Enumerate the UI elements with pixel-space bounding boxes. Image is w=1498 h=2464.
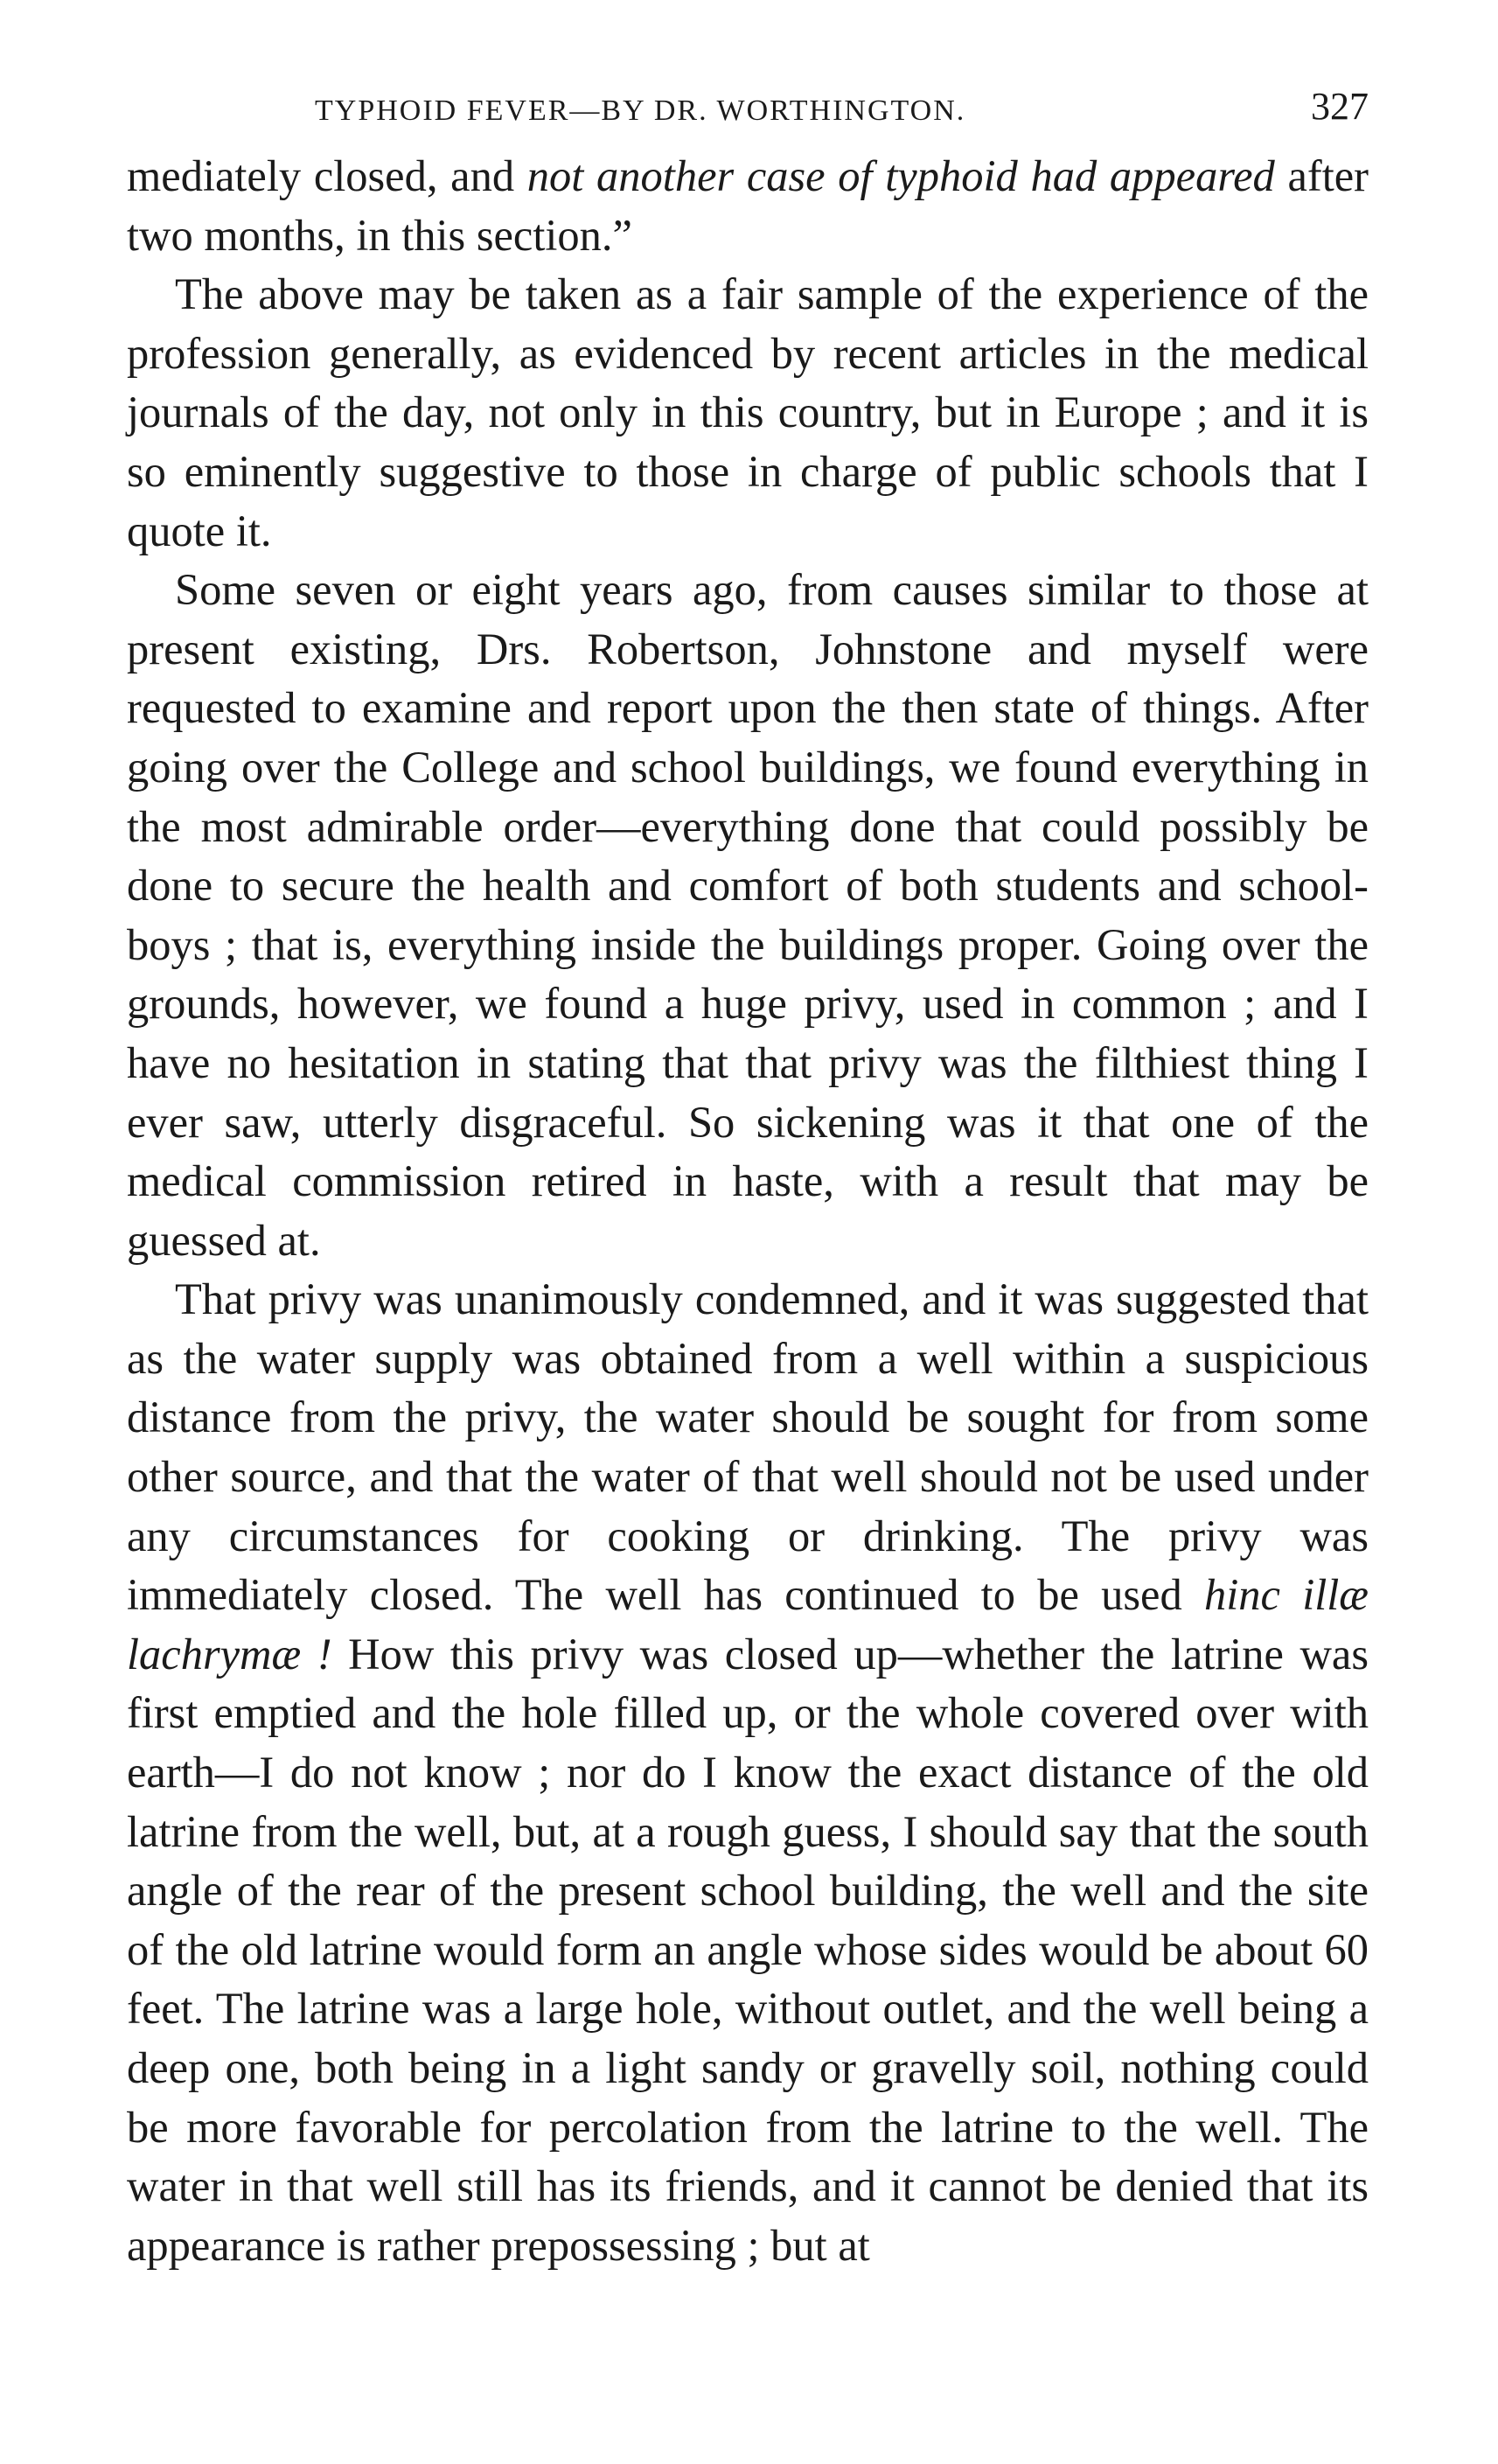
latin-phrase: hinc illæ lachrymæ ! xyxy=(127,1570,1369,1679)
emphasis-text: not another case of typhoid had appeared xyxy=(526,151,1275,200)
paragraph-text: How this privy was closed up—whether the latrine was first emptied and the hole filled up, or the whole covered over with earth—I do not know ; nor do I know the exact distance of the old latrine from the well, but, at a rough guess, I should say that the south angle of the rear of the present school building, the well and the site of the old latrine would form an angle whose sides would be about 60 feet. The latrine was a large hole, without outlet, and the well being a deep one, both being in a light sandy or gravelly soil, nothing could be more favorable for percolation from the latrine to the well. The water in that well still has its friends, and it cannot be denied that its appearance is rather prepossessing ; but at xyxy=(127,1629,1369,2270)
paragraph-continuation xyxy=(127,147,1369,265)
paragraph-text: mediately closed, and xyxy=(127,151,527,200)
body-text xyxy=(127,147,1369,2275)
paragraph: The above may be taken as a fair sample of the experience of the profession generally, as evidenced by recent articles in the medical journals of the day, not only in this country, but in Europe ; and it is so eminently suggestive to those in charge of public schools that I quote it. xyxy=(127,269,1369,555)
paragraph: Some seven or eight years ago, from causes similar to those at present existing, Drs. Robertson, Johnstone and myself were requested to examine and report upon the then state of things. After going over the College and school buildings, we found everything in the most admirable order—everything done that could possibly be done to secure the health and comfort of both students and school-boys ; that is, everything inside the buildings proper. Going over the grounds, however, we found a huge privy, used in common ; and I have no hesitation in stating that that privy was the filthiest thing I ever saw, utterly disgraceful. So sickening was it that one of the medical commission retired in haste, with a result that may be guessed at. xyxy=(127,565,1369,1265)
book-page xyxy=(127,79,1369,2275)
paragraph-text: That privy was unanimously condemned, and it was suggested that as the water supply was obtained from a well within a suspicious distance from the privy, the water should be sought for from some other source, and that the water of that well should not be used under any circumstances for cooking or drinking. The privy was immediately closed. The well has continued to be used xyxy=(127,1274,1369,1620)
page-number: 327 xyxy=(1311,85,1369,128)
paragraph-text: after two months, in this section.” xyxy=(127,151,1369,260)
running-head xyxy=(127,79,1369,140)
paragraph xyxy=(127,1270,1369,2275)
running-title: TYPHOID FEVER—BY DR. WORTHINGTON. xyxy=(315,94,966,127)
